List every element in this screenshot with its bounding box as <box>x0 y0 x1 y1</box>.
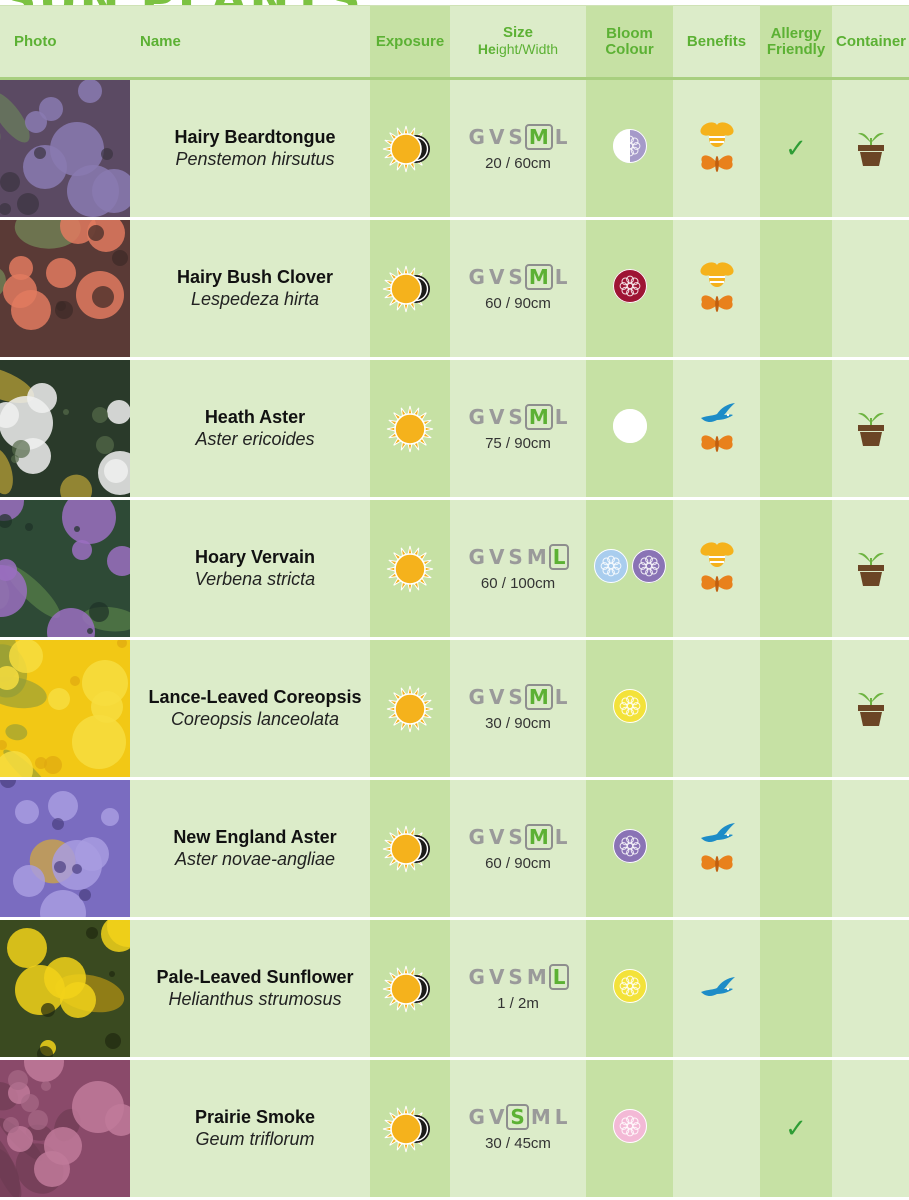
butterfly-icon <box>697 570 737 596</box>
butterfly-icon <box>697 430 737 456</box>
size-letter: L <box>554 684 568 709</box>
plant-common-name: Heath Aster <box>204 406 306 427</box>
bird-icon <box>697 976 737 1002</box>
exposure-cell <box>370 80 450 220</box>
size-cell <box>450 1060 586 1200</box>
bloom-colour-icon <box>613 409 647 443</box>
size-scale <box>467 824 570 850</box>
plant-photo <box>0 780 130 920</box>
plant-photo-art <box>0 80 130 217</box>
bloom-colours <box>613 1109 647 1143</box>
plant-latin-name: Aster ericoides <box>195 428 315 449</box>
plant-photo <box>0 640 130 780</box>
plant-common-name: Prairie Smoke <box>194 1106 316 1127</box>
size-letter-selected: M <box>525 824 553 850</box>
size-cell <box>450 780 586 920</box>
size-letter: S <box>508 684 523 709</box>
allergy-friendly-cell <box>760 920 832 1060</box>
bloom-colour-cell <box>586 780 673 920</box>
size-value: 75 / 90cm <box>485 434 551 452</box>
plant-photo-frame <box>0 220 130 357</box>
plant-name-cell <box>130 780 370 920</box>
size-letter-selected: M <box>525 264 553 290</box>
header-size-sub-bold: He <box>477 41 496 57</box>
size-cell <box>450 920 586 1060</box>
size-letter: V <box>488 124 505 149</box>
size-value: 30 / 90cm <box>485 714 551 732</box>
plant-name-cell <box>130 360 370 500</box>
bloom-colour-cell <box>586 220 673 360</box>
plant-name-cell <box>130 220 370 360</box>
size-value: 20 / 60cm <box>485 154 551 172</box>
plant-pot-icon <box>856 406 886 446</box>
plant-latin-name: Lespedeza hirta <box>190 288 320 309</box>
allergy-friendly-cell <box>760 640 832 780</box>
allergy-friendly-cell <box>760 220 832 360</box>
size-letter-selected: M <box>525 684 553 710</box>
plant-row <box>0 80 909 220</box>
plant-photo <box>0 220 130 360</box>
bloom-colour-icon <box>594 549 628 583</box>
size-letter: V <box>488 964 505 989</box>
benefits-cell <box>673 500 760 640</box>
benefits-icons <box>673 122 760 176</box>
plant-pot-icon <box>856 546 886 586</box>
plant-common-name: Lance-Leaved Coreopsis <box>148 686 362 707</box>
exposure-cell <box>370 640 450 780</box>
plant-common-name: Hoary Vervain <box>194 546 316 567</box>
size-letter: G <box>468 264 485 289</box>
size-letter: V <box>488 544 505 569</box>
size-letter: S <box>508 404 523 429</box>
size-letter-selected: M <box>525 124 553 150</box>
size-letter-selected: L <box>549 544 570 570</box>
plant-latin-name: Penstemon hirsutus <box>175 148 335 169</box>
size-value: 1 / 2m <box>497 994 539 1012</box>
size-scale <box>467 544 570 570</box>
plant-photo-frame <box>0 920 130 1057</box>
plant-photo-frame <box>0 80 130 217</box>
size-value: 60 / 90cm <box>485 294 551 312</box>
bloom-colour-icon <box>613 689 647 723</box>
plant-photo-art <box>0 640 130 777</box>
size-scale <box>467 404 570 430</box>
plant-latin-name: Helianthus strumosus <box>168 988 342 1009</box>
size-letter: L <box>554 124 568 149</box>
plant-common-name: Hairy Bush Clover <box>176 266 334 287</box>
container-cell <box>832 500 909 640</box>
benefits-cell <box>673 1060 760 1200</box>
size-scale <box>467 964 570 990</box>
size-letter-selected: S <box>506 1104 528 1130</box>
container-cell <box>832 360 909 500</box>
benefits-cell <box>673 80 760 220</box>
plant-photo-art <box>0 780 130 917</box>
benefits-icons <box>673 402 760 456</box>
header-photo: Photo <box>0 5 130 80</box>
size-letter: S <box>508 264 523 289</box>
plant-pot-icon <box>856 686 886 726</box>
size-letter: G <box>468 824 485 849</box>
butterfly-icon <box>697 290 737 316</box>
size-letter: S <box>508 824 523 849</box>
size-letter: S <box>508 544 523 569</box>
bloom-colours <box>594 549 666 583</box>
benefits-icons <box>673 822 760 876</box>
exposure-cell <box>370 780 450 920</box>
bloom-colours <box>613 409 647 443</box>
benefits-cell <box>673 640 760 780</box>
size-scale <box>467 1104 570 1130</box>
size-scale <box>467 124 570 150</box>
full-sun-icon <box>380 683 440 735</box>
benefits-icons <box>673 976 760 1002</box>
size-letter: M <box>526 964 547 989</box>
butterfly-icon <box>697 850 737 876</box>
plant-name-cell <box>130 80 370 220</box>
bloom-colours <box>613 269 647 303</box>
benefits-icons <box>673 542 760 596</box>
plant-photo <box>0 500 130 640</box>
plant-row <box>0 920 909 1060</box>
sun-partial-shade-icon <box>380 1103 440 1155</box>
bloom-colours <box>613 689 647 723</box>
bloom-colour-cell <box>586 360 673 500</box>
size-value: 60 / 90cm <box>485 854 551 872</box>
plant-photo-frame <box>0 360 130 497</box>
size-letter: L <box>554 824 568 849</box>
exposure-cell <box>370 360 450 500</box>
size-letter: G <box>468 964 485 989</box>
size-letter: M <box>530 1104 551 1129</box>
bloom-colour-icon <box>613 829 647 863</box>
plant-row <box>0 640 909 780</box>
size-letter: G <box>468 544 485 569</box>
plant-row <box>0 360 909 500</box>
container-cell <box>832 1060 909 1200</box>
plant-latin-name: Geum triflorum <box>195 1128 315 1149</box>
size-letter: G <box>468 124 485 149</box>
container-cell <box>832 640 909 780</box>
exposure-cell <box>370 500 450 640</box>
plant-photo <box>0 920 130 1060</box>
size-letter: M <box>526 544 547 569</box>
benefits-cell <box>673 780 760 920</box>
exposure-cell <box>370 1060 450 1200</box>
plant-row <box>0 220 909 360</box>
exposure-cell <box>370 920 450 1060</box>
bloom-colours <box>613 969 647 1003</box>
benefits-icons <box>673 262 760 316</box>
header-exposure: Exposure <box>370 5 450 80</box>
bee-icon <box>697 122 737 148</box>
header-allergy-friendly: Allergy Friendly <box>760 5 832 80</box>
bloom-colours <box>613 129 647 163</box>
size-letter: L <box>554 264 568 289</box>
header-name: Name <box>130 5 370 80</box>
full-sun-icon <box>380 543 440 595</box>
header-size <box>450 5 586 80</box>
container-cell <box>832 220 909 360</box>
header-container: Container <box>832 5 909 80</box>
allergy-friendly-cell <box>760 500 832 640</box>
plant-photo-frame <box>0 1060 130 1197</box>
allergy-friendly-cell <box>760 80 832 220</box>
size-scale <box>467 684 570 710</box>
bee-icon <box>697 262 737 288</box>
plant-row <box>0 780 909 920</box>
size-letter-selected: L <box>549 964 570 990</box>
allergy-friendly-cell <box>760 360 832 500</box>
size-cell <box>450 640 586 780</box>
container-cell <box>832 80 909 220</box>
size-letter: V <box>488 1104 505 1129</box>
plant-pot-icon <box>856 126 886 166</box>
plant-table <box>0 5 909 1200</box>
size-cell <box>450 220 586 360</box>
container-cell <box>832 780 909 920</box>
plant-photo-art <box>0 220 130 357</box>
plant-latin-name: Coreopsis lanceolata <box>170 708 340 729</box>
plant-latin-name: Aster novae-angliae <box>174 848 336 869</box>
plant-name-cell <box>130 640 370 780</box>
size-value: 60 / 100cm <box>480 574 556 592</box>
header-row <box>0 5 909 80</box>
plant-common-name: Hairy Beardtongue <box>174 126 336 147</box>
header-size-subtitle <box>478 41 558 57</box>
plant-photo-art <box>0 1060 130 1197</box>
plant-photo <box>0 80 130 220</box>
plant-name-cell <box>130 1060 370 1200</box>
plant-photo-frame <box>0 500 130 637</box>
bird-icon <box>697 822 737 848</box>
plant-photo-art <box>0 920 130 1057</box>
size-cell <box>450 80 586 220</box>
bloom-colours <box>613 829 647 863</box>
header-bloom-colour: Bloom Colour <box>586 5 673 80</box>
size-letter-selected: M <box>525 404 553 430</box>
check-icon: ✓ <box>785 1113 807 1144</box>
size-scale <box>467 264 570 290</box>
plant-photo-art <box>0 500 130 637</box>
full-sun-icon <box>380 403 440 455</box>
plant-photo-art <box>0 360 130 497</box>
size-letter: S <box>508 964 523 989</box>
plant-photo <box>0 1060 130 1200</box>
header-benefits: Benefits <box>673 5 760 80</box>
sun-partial-shade-icon <box>380 823 440 875</box>
bloom-colour-cell <box>586 1060 673 1200</box>
bloom-colour-cell <box>586 640 673 780</box>
plant-photo-frame <box>0 780 130 917</box>
plant-name-cell <box>130 500 370 640</box>
size-letter: G <box>468 684 485 709</box>
size-letter: G <box>468 404 485 429</box>
size-cell <box>450 360 586 500</box>
size-letter: V <box>488 684 505 709</box>
bloom-colour-icon <box>613 1109 647 1143</box>
bloom-colour-icon <box>613 269 647 303</box>
benefits-cell <box>673 360 760 500</box>
bloom-colour-cell <box>586 920 673 1060</box>
allergy-friendly-cell <box>760 1060 832 1200</box>
plant-photo <box>0 360 130 500</box>
size-letter: S <box>508 124 523 149</box>
header-size-sub-rest: ight/Width <box>495 41 559 57</box>
check-icon: ✓ <box>785 133 807 164</box>
bloom-colour-icon <box>613 969 647 1003</box>
plant-common-name: New England Aster <box>173 826 337 847</box>
bloom-colour-icon <box>632 549 666 583</box>
size-cell <box>450 500 586 640</box>
plant-name-cell <box>130 920 370 1060</box>
sun-partial-shade-icon <box>380 263 440 315</box>
bloom-colour-cell <box>586 80 673 220</box>
bloom-colour-cell <box>586 500 673 640</box>
benefits-cell <box>673 920 760 1060</box>
size-letter: L <box>554 404 568 429</box>
benefits-cell <box>673 220 760 360</box>
size-letter: V <box>488 824 505 849</box>
plant-row <box>0 1060 909 1200</box>
allergy-friendly-cell <box>760 780 832 920</box>
butterfly-icon <box>697 150 737 176</box>
sun-partial-shade-icon <box>380 963 440 1015</box>
size-letter: V <box>488 404 505 429</box>
bee-icon <box>697 542 737 568</box>
plant-common-name: Pale-Leaved Sunflower <box>156 966 354 987</box>
bird-icon <box>697 402 737 428</box>
exposure-cell <box>370 220 450 360</box>
size-value: 30 / 45cm <box>485 1134 551 1152</box>
sun-partial-shade-icon <box>380 123 440 175</box>
size-letter: G <box>468 1104 485 1129</box>
container-cell <box>832 920 909 1060</box>
plant-row <box>0 500 909 640</box>
size-letter: V <box>488 264 505 289</box>
plant-latin-name: Verbena stricta <box>194 568 316 589</box>
header-size-title: Size <box>502 24 533 41</box>
size-letter: L <box>554 1104 568 1129</box>
plant-photo-frame <box>0 640 130 777</box>
bloom-colour-icon <box>613 129 647 163</box>
